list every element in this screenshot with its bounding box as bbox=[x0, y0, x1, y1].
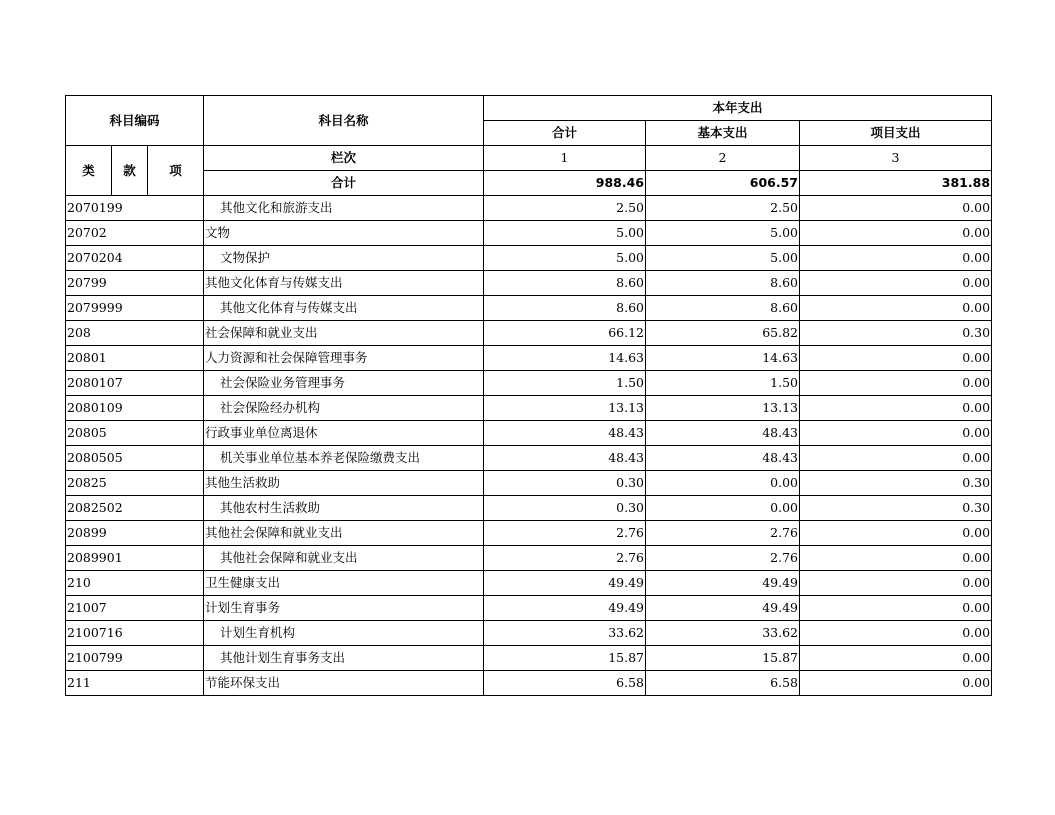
table-row bbox=[66, 646, 992, 671]
table-row bbox=[66, 471, 992, 496]
table-row bbox=[66, 596, 992, 621]
row-name: 其他文化和旅游支出 bbox=[204, 196, 484, 221]
table-row bbox=[66, 221, 992, 246]
header-col1: 1 bbox=[484, 146, 646, 171]
row-basic: 48.43 bbox=[646, 421, 800, 446]
row-basic: 8.60 bbox=[646, 271, 800, 296]
header-name: 科目名称 bbox=[204, 96, 484, 146]
row-code: 2070204 bbox=[66, 246, 204, 271]
row-basic: 2.76 bbox=[646, 521, 800, 546]
row-project: 0.00 bbox=[800, 571, 992, 596]
table-row bbox=[66, 371, 992, 396]
totals-basic: 606.57 bbox=[646, 171, 800, 196]
row-project: 0.00 bbox=[800, 671, 992, 696]
row-total: 5.00 bbox=[484, 246, 646, 271]
totals-row bbox=[66, 171, 992, 196]
table-row bbox=[66, 571, 992, 596]
row-basic: 1.50 bbox=[646, 371, 800, 396]
row-basic: 49.49 bbox=[646, 571, 800, 596]
row-code: 20805 bbox=[66, 421, 204, 446]
table-row bbox=[66, 396, 992, 421]
table-row bbox=[66, 246, 992, 271]
table-row bbox=[66, 346, 992, 371]
totals-project: 381.88 bbox=[800, 171, 992, 196]
table-row bbox=[66, 671, 992, 696]
row-basic: 5.00 bbox=[646, 246, 800, 271]
row-project: 0.00 bbox=[800, 271, 992, 296]
row-total: 5.00 bbox=[484, 221, 646, 246]
totals-label: 合计 bbox=[204, 171, 484, 196]
header-col3: 3 bbox=[800, 146, 992, 171]
header-kuan: 款 bbox=[112, 146, 148, 196]
row-total: 48.43 bbox=[484, 446, 646, 471]
row-code: 208 bbox=[66, 321, 204, 346]
header-total: 合计 bbox=[484, 121, 646, 146]
row-basic: 14.63 bbox=[646, 346, 800, 371]
row-basic: 0.00 bbox=[646, 496, 800, 521]
row-code: 2100799 bbox=[66, 646, 204, 671]
row-code: 20899 bbox=[66, 521, 204, 546]
row-code: 210 bbox=[66, 571, 204, 596]
row-code: 20799 bbox=[66, 271, 204, 296]
row-code: 20825 bbox=[66, 471, 204, 496]
row-code: 2080109 bbox=[66, 396, 204, 421]
row-project: 0.00 bbox=[800, 246, 992, 271]
row-name: 卫生健康支出 bbox=[204, 571, 484, 596]
row-basic: 49.49 bbox=[646, 596, 800, 621]
row-total: 66.12 bbox=[484, 321, 646, 346]
row-project: 0.00 bbox=[800, 446, 992, 471]
table-row bbox=[66, 546, 992, 571]
row-total: 1.50 bbox=[484, 371, 646, 396]
header-xiang: 项 bbox=[148, 146, 204, 196]
row-name: 节能环保支出 bbox=[204, 671, 484, 696]
row-name: 其他农村生活救助 bbox=[204, 496, 484, 521]
header-project: 项目支出 bbox=[800, 121, 992, 146]
row-total: 2.76 bbox=[484, 521, 646, 546]
row-project: 0.00 bbox=[800, 596, 992, 621]
row-project: 0.00 bbox=[800, 396, 992, 421]
row-total: 2.76 bbox=[484, 546, 646, 571]
row-total: 48.43 bbox=[484, 421, 646, 446]
row-name: 文物保护 bbox=[204, 246, 484, 271]
row-project: 0.00 bbox=[800, 521, 992, 546]
table-row bbox=[66, 521, 992, 546]
row-project: 0.00 bbox=[800, 196, 992, 221]
row-name: 其他文化体育与传媒支出 bbox=[204, 296, 484, 321]
row-code: 2082502 bbox=[66, 496, 204, 521]
row-name: 人力资源和社会保障管理事务 bbox=[204, 346, 484, 371]
row-code: 20702 bbox=[66, 221, 204, 246]
row-project: 0.30 bbox=[800, 321, 992, 346]
row-name: 计划生育事务 bbox=[204, 596, 484, 621]
table-row bbox=[66, 271, 992, 296]
row-project: 0.00 bbox=[800, 621, 992, 646]
table-row bbox=[66, 621, 992, 646]
expenditure-table bbox=[65, 95, 992, 696]
row-total: 6.58 bbox=[484, 671, 646, 696]
row-name: 计划生育机构 bbox=[204, 621, 484, 646]
row-project: 0.00 bbox=[800, 646, 992, 671]
row-project: 0.00 bbox=[800, 221, 992, 246]
row-code: 2080505 bbox=[66, 446, 204, 471]
table-row bbox=[66, 421, 992, 446]
row-name: 社会保险经办机构 bbox=[204, 396, 484, 421]
header-basic: 基本支出 bbox=[646, 121, 800, 146]
header-column-label: 栏次 bbox=[204, 146, 484, 171]
row-name: 其他计划生育事务支出 bbox=[204, 646, 484, 671]
row-basic: 2.50 bbox=[646, 196, 800, 221]
row-basic: 48.43 bbox=[646, 446, 800, 471]
row-code: 2070199 bbox=[66, 196, 204, 221]
row-basic: 6.58 bbox=[646, 671, 800, 696]
row-name: 社会保险业务管理事务 bbox=[204, 371, 484, 396]
row-name: 其他生活救助 bbox=[204, 471, 484, 496]
table-row bbox=[66, 196, 992, 221]
row-code: 21007 bbox=[66, 596, 204, 621]
row-code: 20801 bbox=[66, 346, 204, 371]
row-basic: 15.87 bbox=[646, 646, 800, 671]
row-total: 33.62 bbox=[484, 621, 646, 646]
table-row bbox=[66, 321, 992, 346]
row-project: 0.00 bbox=[800, 296, 992, 321]
row-project: 0.30 bbox=[800, 496, 992, 521]
row-total: 8.60 bbox=[484, 271, 646, 296]
row-basic: 2.76 bbox=[646, 546, 800, 571]
table-row bbox=[66, 446, 992, 471]
row-name: 社会保障和就业支出 bbox=[204, 321, 484, 346]
row-basic: 13.13 bbox=[646, 396, 800, 421]
row-project: 0.00 bbox=[800, 346, 992, 371]
totals-total: 988.46 bbox=[484, 171, 646, 196]
row-basic: 33.62 bbox=[646, 621, 800, 646]
row-basic: 8.60 bbox=[646, 296, 800, 321]
row-total: 8.60 bbox=[484, 296, 646, 321]
row-total: 0.30 bbox=[484, 471, 646, 496]
row-code: 2079999 bbox=[66, 296, 204, 321]
row-total: 0.30 bbox=[484, 496, 646, 521]
row-project: 0.00 bbox=[800, 546, 992, 571]
table-row bbox=[66, 296, 992, 321]
row-total: 49.49 bbox=[484, 596, 646, 621]
row-code: 2089901 bbox=[66, 546, 204, 571]
row-name: 机关事业单位基本养老保险缴费支出 bbox=[204, 446, 484, 471]
row-code: 2100716 bbox=[66, 621, 204, 646]
row-basic: 5.00 bbox=[646, 221, 800, 246]
row-total: 49.49 bbox=[484, 571, 646, 596]
row-name: 其他文化体育与传媒支出 bbox=[204, 271, 484, 296]
row-total: 14.63 bbox=[484, 346, 646, 371]
header-col2: 2 bbox=[646, 146, 800, 171]
row-project: 0.00 bbox=[800, 371, 992, 396]
header-annual-expense: 本年支出 bbox=[484, 96, 992, 121]
row-project: 0.00 bbox=[800, 421, 992, 446]
row-basic: 65.82 bbox=[646, 321, 800, 346]
row-total: 13.13 bbox=[484, 396, 646, 421]
row-total: 2.50 bbox=[484, 196, 646, 221]
row-total: 15.87 bbox=[484, 646, 646, 671]
table-row bbox=[66, 496, 992, 521]
row-name: 其他社会保障和就业支出 bbox=[204, 546, 484, 571]
header-code: 科目编码 bbox=[66, 96, 204, 146]
row-name: 其他社会保障和就业支出 bbox=[204, 521, 484, 546]
row-basic: 0.00 bbox=[646, 471, 800, 496]
row-name: 行政事业单位离退休 bbox=[204, 421, 484, 446]
row-project: 0.30 bbox=[800, 471, 992, 496]
row-code: 211 bbox=[66, 671, 204, 696]
header-lei: 类 bbox=[66, 146, 112, 196]
row-name: 文物 bbox=[204, 221, 484, 246]
row-code: 2080107 bbox=[66, 371, 204, 396]
